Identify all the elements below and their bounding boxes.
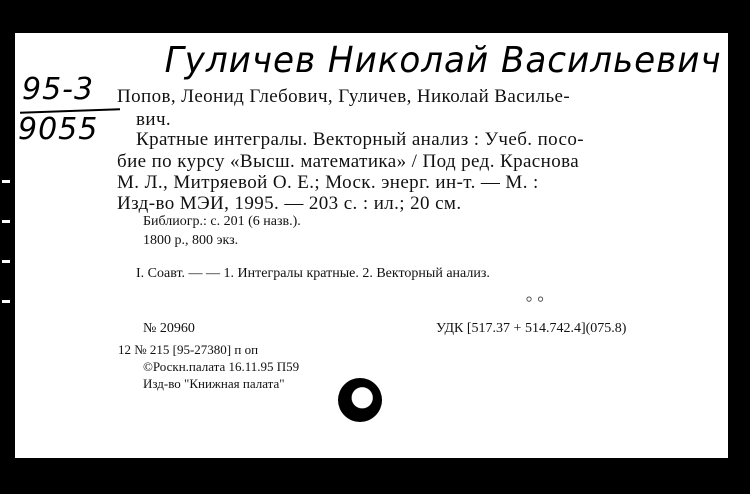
entry-line-3: Кратные интегралы. Векторный анализ : Учеб. посо- <box>136 129 584 150</box>
bibliography: Библиогр.: с. 201 (6 назв.). <box>143 214 301 229</box>
entry-line-5: М. Л., Митряевой О. Е.; Моск. энерг. ин-т. — М. : <box>117 172 539 193</box>
handwritten-code-bottom: 9055 <box>18 112 99 147</box>
entry-line-1: Попов, Леонид Глебович, Гуличев, Николай Василье- <box>117 86 571 107</box>
scan-mark <box>2 260 10 263</box>
udk-code: УДК [517.37 + 514.742.4](075.8) <box>436 321 627 336</box>
price-copies: 1800 р., 800 экз. <box>143 233 239 248</box>
registration-line: 12 № 215 [95-27380] п оп <box>118 342 259 357</box>
entry-line-2: вич. <box>136 109 172 130</box>
handwritten-code-top: 95-3 <box>22 72 95 107</box>
entry-line-4: бие по курсу «Высш. математика» / Под ред. Краснова <box>117 151 580 172</box>
entry-line-6: Изд-во МЭИ, 1995. — 203 с. : ил.; 20 см. <box>117 193 462 214</box>
publisher-line: Изд-во "Книжная палата" <box>143 376 285 391</box>
smudge-mark: ⸰ ⸰ <box>525 293 545 308</box>
scan-mark <box>2 220 10 223</box>
scan-mark <box>2 180 10 183</box>
scan-mark <box>2 300 10 303</box>
book-chamber-stamp: ©Роскн.палата 16.11.95 П59 <box>143 359 300 374</box>
subject-headings: I. Соавт. — — 1. Интегралы кратные. 2. Векторный анализ. <box>136 266 490 281</box>
registration-number: № 20960 <box>143 321 195 336</box>
handwritten-author: Гуличев Николай Васильевич <box>164 40 722 81</box>
punch-hole <box>338 378 382 422</box>
